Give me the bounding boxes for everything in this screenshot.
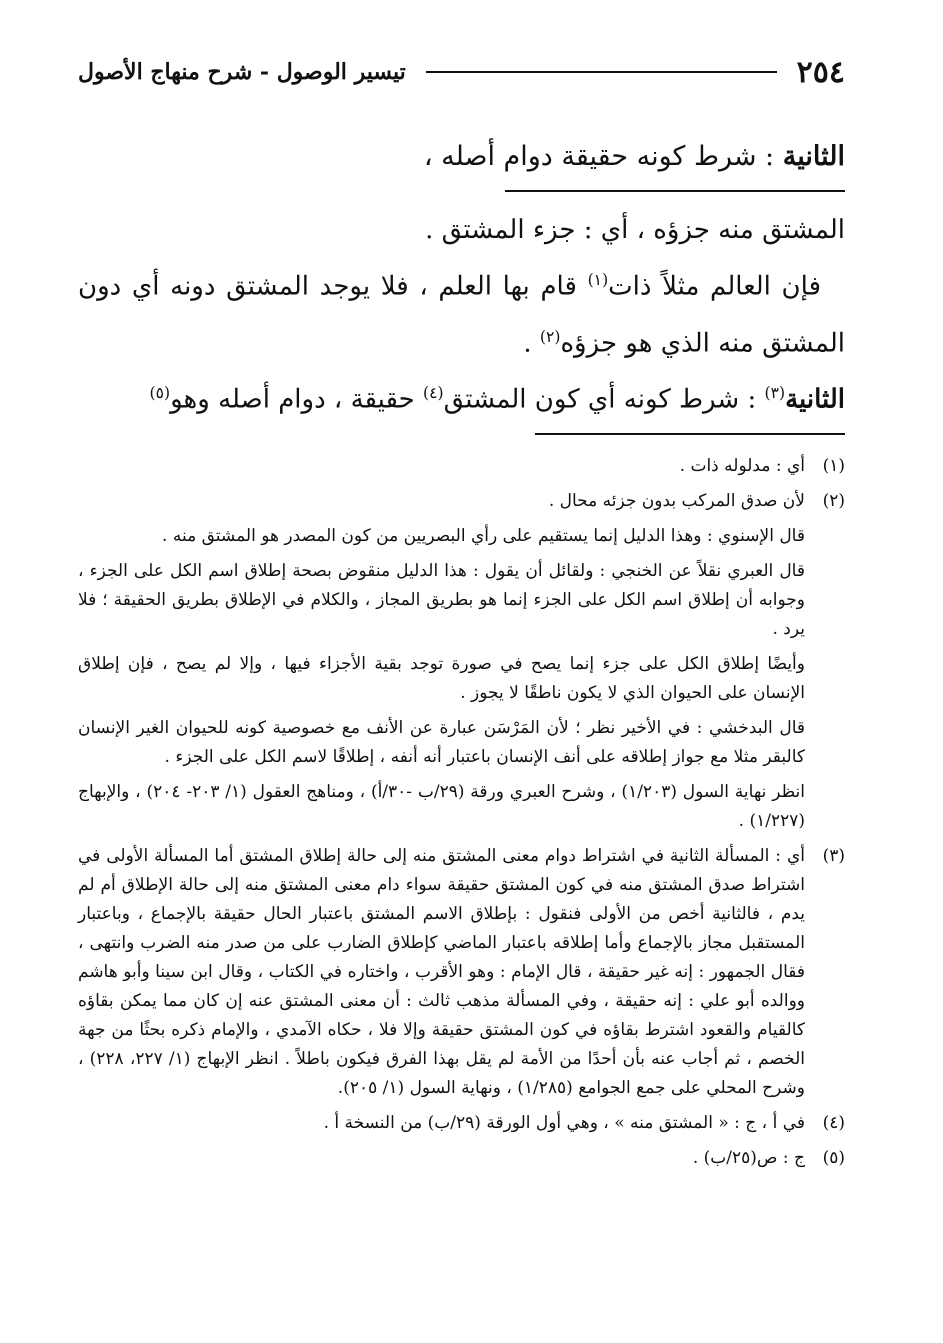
- footnote-ref-4: (٤): [423, 384, 444, 403]
- footnote-number: (٢): [822, 491, 845, 511]
- footnote-number: (٥): [822, 1148, 845, 1168]
- footnote-2: [78, 487, 845, 842]
- footnote-number: (١): [822, 456, 845, 476]
- footnote-ref-3: (٣): [764, 384, 786, 403]
- footnotes: [78, 452, 845, 1179]
- running-title: تيسير الوصول - شرح منهاج الأصول: [78, 59, 406, 85]
- footnote-1: [78, 452, 845, 487]
- main-paragraph-3: [78, 368, 845, 425]
- main-text-span: فإن العالم مثلاً ذات: [608, 271, 821, 302]
- page-header: [78, 52, 845, 92]
- header-rule: [426, 71, 777, 73]
- section-heading-text: : شرط كونه حقيقة دوام أصله ،: [423, 141, 783, 172]
- main-text-span: قام بها العلم ، فلا يوجد المشتق دونه أي دون المشتق منه الذي هو جزؤه: [78, 271, 845, 359]
- footnote-paragraph: لأن صدق المركب بدون جزئه محال .: [548, 491, 805, 511]
- section-heading: [145, 132, 845, 182]
- footnote-text: ج : ص(٢٥/ب) .: [692, 1148, 805, 1168]
- footnote-ref-2: (٢): [539, 327, 561, 346]
- footnote-rule: [535, 433, 845, 435]
- main-text: [78, 205, 845, 425]
- footnote-number: (٣): [822, 846, 845, 866]
- main-text-span: حقيقة ، دوام أصله وهو: [170, 384, 424, 415]
- footnote-paragraph: قال البدخشي : في الأخير نظر ؛ لأن المَرْسَن عبارة عن الأنف مع خصوصية كونه للحيوان الغير الإنسان كالبقر مثلا مع جواز إطلاقه على أنف الإنسان باعتبار أنه أنفه ، إطلاقًا لاسم الكل على الجزء .: [78, 718, 805, 767]
- footnote-paragraph: وأيضًا إطلاق الكل على جزء إنما يصح في صورة توجد بقية الأجزاء فيها ، وإلا لم يصح ، فإن إطلاق الإنسان على الحيوان الذي لا يكون ناطقًا لا يجوز .: [78, 654, 805, 703]
- main-paragraph-2: [78, 255, 845, 368]
- footnote-3: [78, 842, 845, 1109]
- main-text-span: : شرط كونه أي كون المشتق: [443, 384, 765, 415]
- footnote-number: (٤): [822, 1113, 845, 1133]
- footnote-text: أي : مدلوله ذات .: [679, 456, 805, 476]
- footnote-paragraph: قال الإسنوي : وهذا الدليل إنما يستقيم على رأي البصريين من كون المصدر هو المشتق منه .: [162, 526, 805, 546]
- section-heading-label: الثانية: [782, 141, 845, 172]
- footnote-text: في أ ، ج : « المشتق منه » ، وهي أول الورقة (٢٩/ب) من النسخة أ .: [323, 1113, 805, 1133]
- footnote-5: [78, 1144, 845, 1179]
- footnote-4: [78, 1109, 845, 1144]
- footnote-ref-1: (١): [587, 271, 609, 289]
- main-paragraph-3-label: الثانية: [785, 384, 845, 415]
- footnote-paragraph: انظر نهاية السول (١/٢٠٣) ، وشرح العبري ورقة (٢٩/ب -٣٠/أ) ، ومناهج العقول (١/ ٢٠٣- ٢٠٤) ، والإبهاج (١/٢٢٧) .: [78, 782, 805, 831]
- page-number: ٢٥٤: [796, 54, 845, 90]
- footnote-paragraph: قال العبري نقلاً عن الخنجي : ولقائل أن يقول : هذا الدليل منقوض بصحة إطلاق اسم الكل على الجزء ، وجوابه أن إطلاق اسم الكل على الجزء إنما هو بطريق المجاز ، والكلام في الإطلاق بطريق الحقيقة ؛ فلا يرد .: [78, 561, 805, 639]
- footnote-ref-5: (٥): [149, 384, 171, 403]
- main-line-1: المشتق منه جزؤه ، أي : جزء المشتق .: [425, 215, 845, 245]
- main-text-span: .: [523, 328, 540, 359]
- footnote-text: أي : المسألة الثانية في اشتراط دوام معنى المشتق منه إلى حالة إطلاق المشتق أما المسألة الأولى في اشتراط صدق المشتق منه في كون المشتق حقيقة سواء دام معنى المشتق منه إلى حالة الإطلاق أم لم يدم ، فالثانية أخص من الأولى فنقول : بإطلاق الاسم المشتق باعتبار الحال حقيقة بالإجماع ، وباعتبار المستقبل مجاز بالإجماع وأما إطلاقه باعتبار الماضي كإطلاق الضارب على من صدر منه الضرب وانتهى ، فقال الجمهور : إنه غير حقيقة ، قال الإمام : وهو الأقرب ، واختاره في الكتاب ، وقال ابن سينا وأبو هاشم ووالده أبو علي : إنه حقيقة ، وفي المسألة مذهب ثالث : أن معنى المشتق عنه إن كان مما يمكن بقاؤه كالقيام والقعود اشترط بقاؤه في كون المشتق حقيقة وإلا فلا ، حكاه الآمدي ، والإمام ذكره بحثًا من جهة الخصم ، ثم أجاب عنه بأن أحدًا من الأمة لم يقل بهذا الفرق فيكون باطلاً . انظر الإبهاج (١/ ٢٢٧، ٢٢٨) ، وشرح المحلي على جمع الجوامع (١/٢٨٥) ، ونهاية السول (١/ ٢٠٥).: [78, 846, 805, 1098]
- section-rule: [505, 190, 845, 192]
